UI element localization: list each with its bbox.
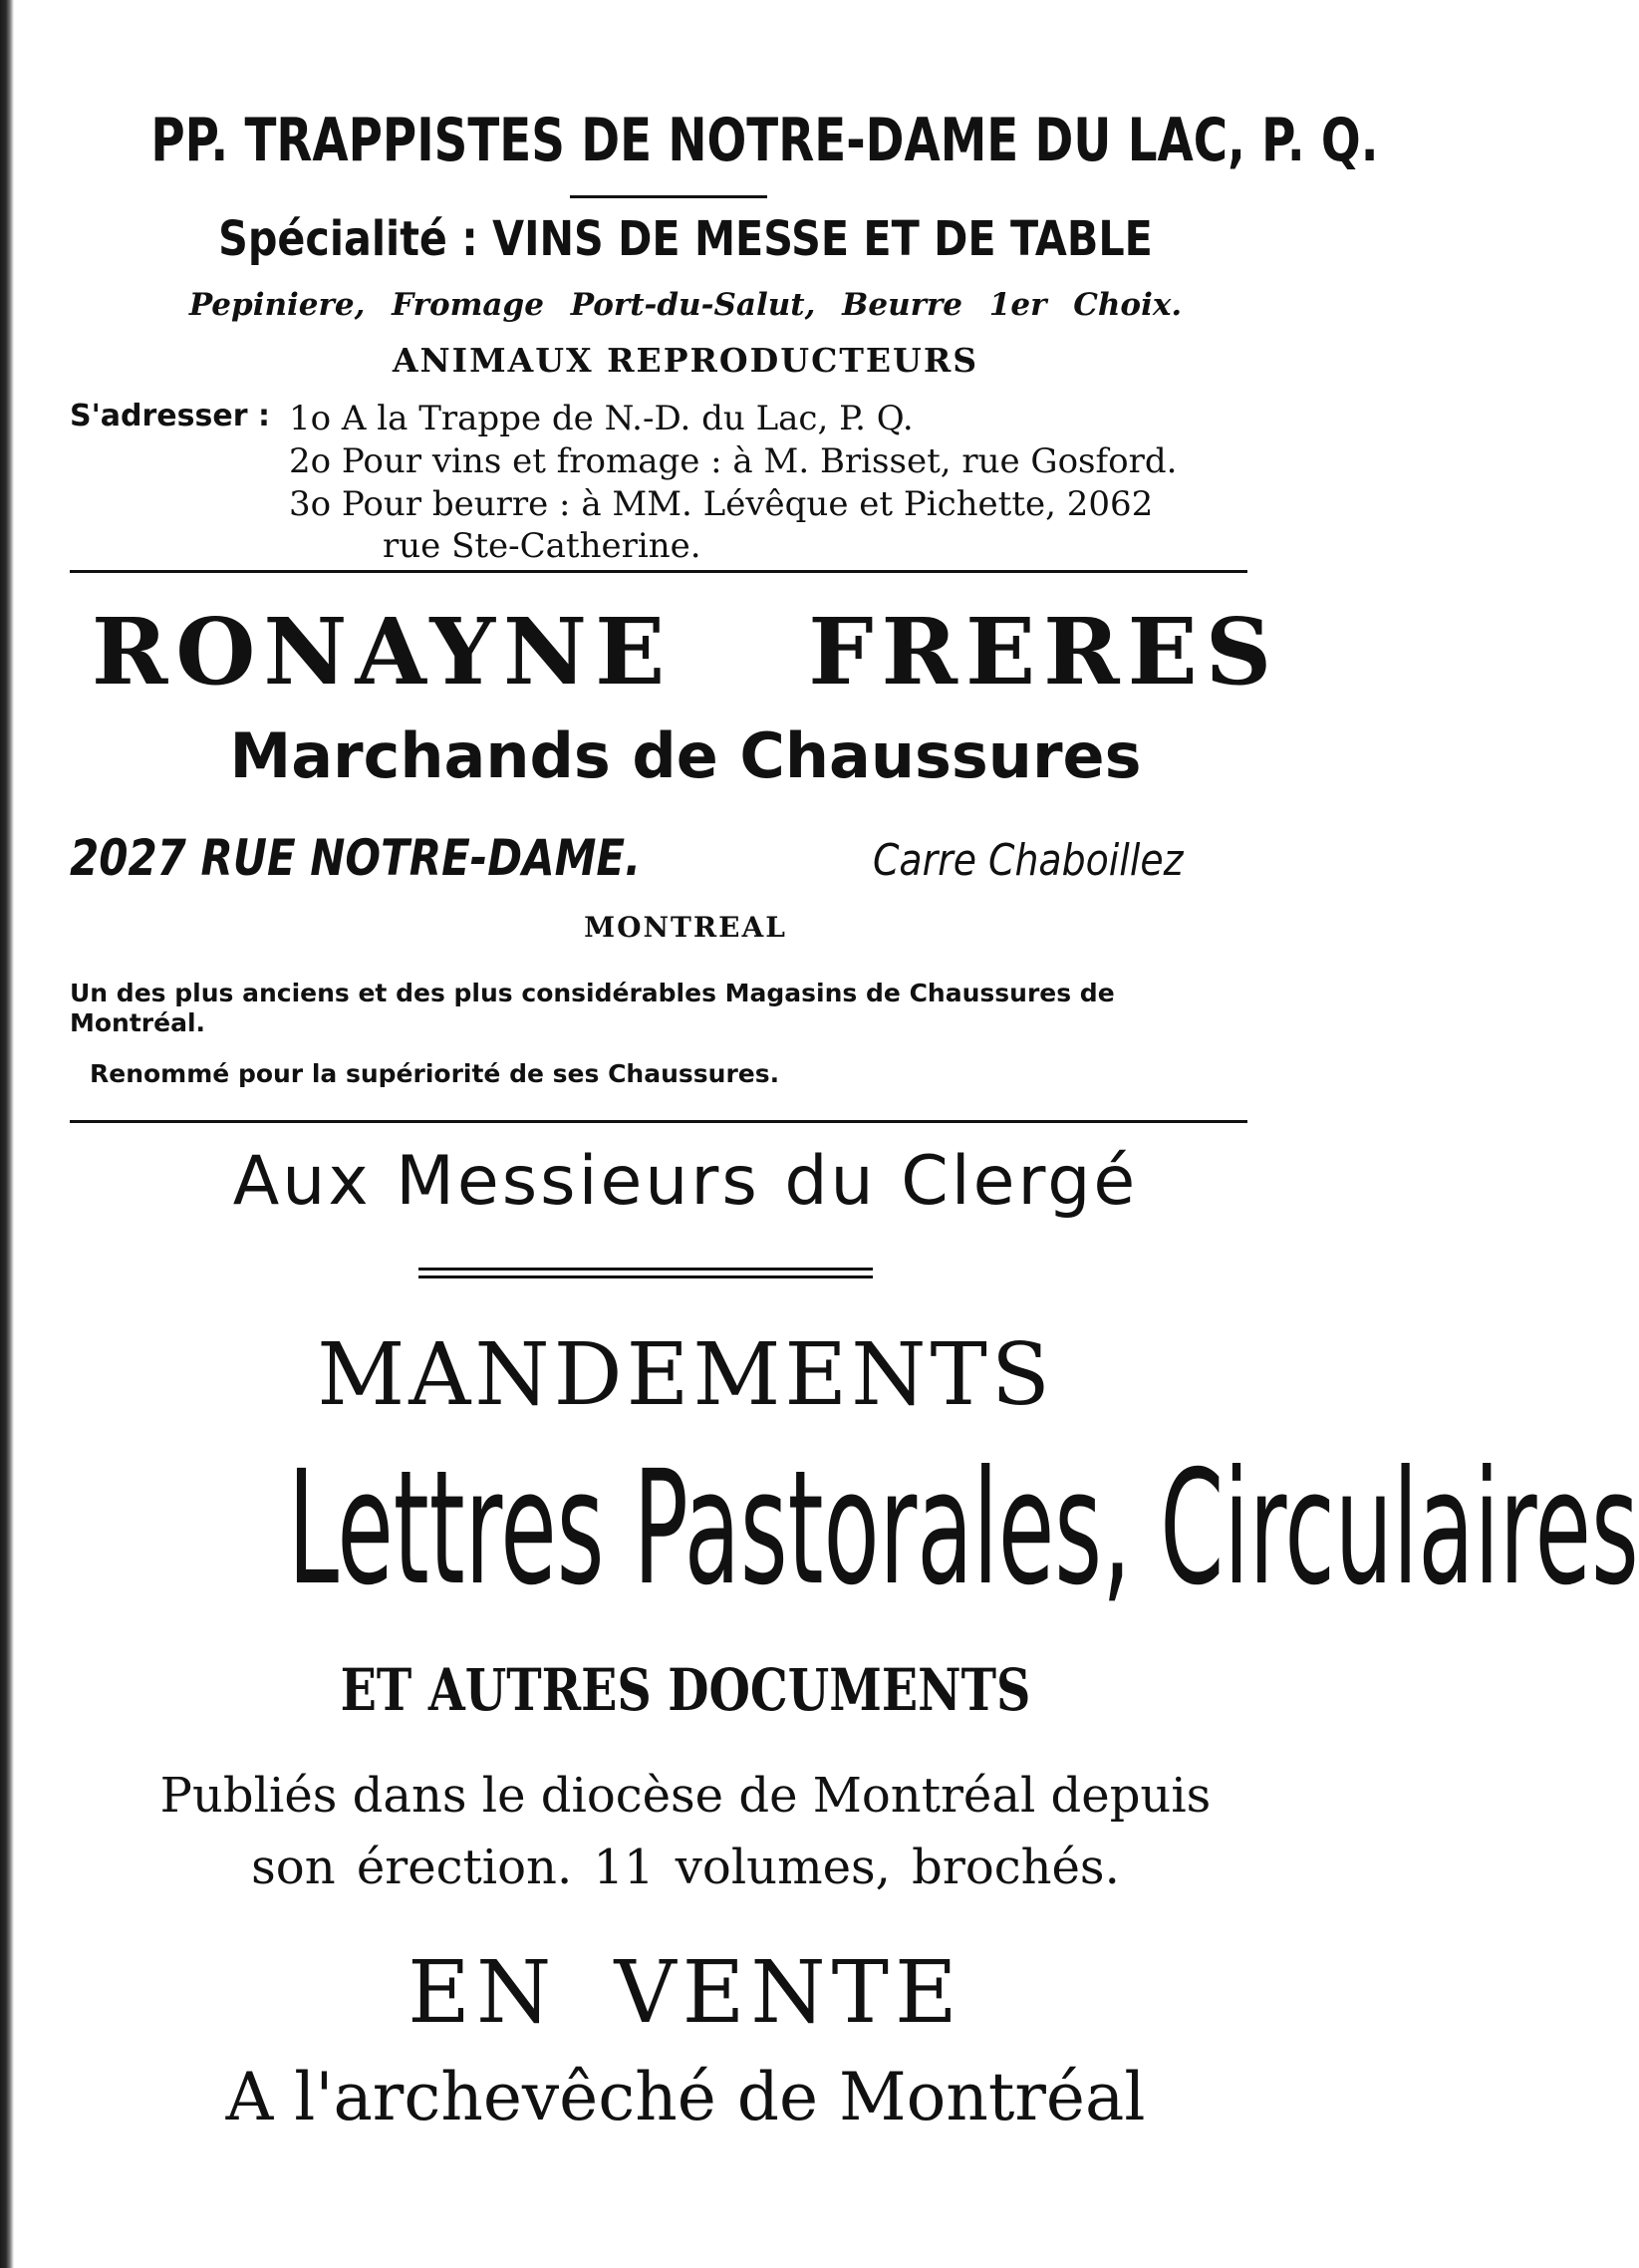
- on-sale-heading: EN VENTE: [408, 1943, 963, 2043]
- section-divider: [70, 1120, 1247, 1123]
- trappistes-heading: PP. TRAPPISTES DE NOTRE-DAME DU LAC, P. Q.: [150, 106, 1379, 175]
- clergy-heading: Aux Messieurs du Clergé: [232, 1142, 1139, 1221]
- address-line: 1o A la Trappe de N.-D. du Lac, P. Q.: [289, 399, 914, 438]
- ronayne-heading: RONAYNE FRERES: [91, 598, 1280, 706]
- ronayne-description: Montréal.: [70, 1008, 206, 1037]
- trappistes-animals: ANIMAUX REPRODUCTEURS: [392, 341, 979, 380]
- ronayne-description: Renommé pour la supériorité de ses Chaussures.: [90, 1059, 780, 1088]
- published-line: Publiés dans le diocèse de Montréal depuis: [159, 1768, 1212, 1824]
- other-documents: ET AUTRES DOCUMENTS: [340, 1656, 1031, 1724]
- double-rule-top: [418, 1268, 873, 1271]
- heading-underline: [570, 195, 767, 198]
- double-rule-bottom: [418, 1276, 873, 1278]
- mandements-title: MANDEMENTS: [317, 1325, 1054, 1425]
- ronayne-city: MONTREAL: [584, 911, 787, 944]
- address-label: S'adresser :: [70, 399, 270, 433]
- address-line: 3o Pour beurre : à MM. Lévêque et Pichette, 2062: [289, 484, 1154, 524]
- sale-place: A l'archevêché de Montréal: [225, 2059, 1146, 2135]
- trappistes-products: Pepiniere, Fromage Port-du-Salut, Beurre 1er Choix.: [188, 287, 1183, 323]
- letters-heading: Lettres Pastorales, Circulaires: [287, 1437, 1639, 1620]
- trappistes-specialty: Spécialité : VINS DE MESSE ET DE TABLE: [218, 211, 1153, 267]
- address-line: 2o Pour vins et fromage : à M. Brisset, rue Gosford.: [289, 441, 1178, 481]
- ronayne-address: 2027 RUE NOTRE-DAME.: [70, 829, 642, 887]
- section-divider: [70, 570, 1247, 573]
- published-line: son érection. 11 volumes, brochés.: [251, 1840, 1120, 1895]
- ronayne-location: Carre Chaboillez: [873, 835, 1184, 886]
- ronayne-description: Un des plus anciens et des plus considérables Magasins de Chaussures de: [70, 979, 1115, 1007]
- address-line: rue Ste-Catherine.: [383, 526, 701, 566]
- ronayne-subheading: Marchands de Chaussures: [229, 719, 1142, 792]
